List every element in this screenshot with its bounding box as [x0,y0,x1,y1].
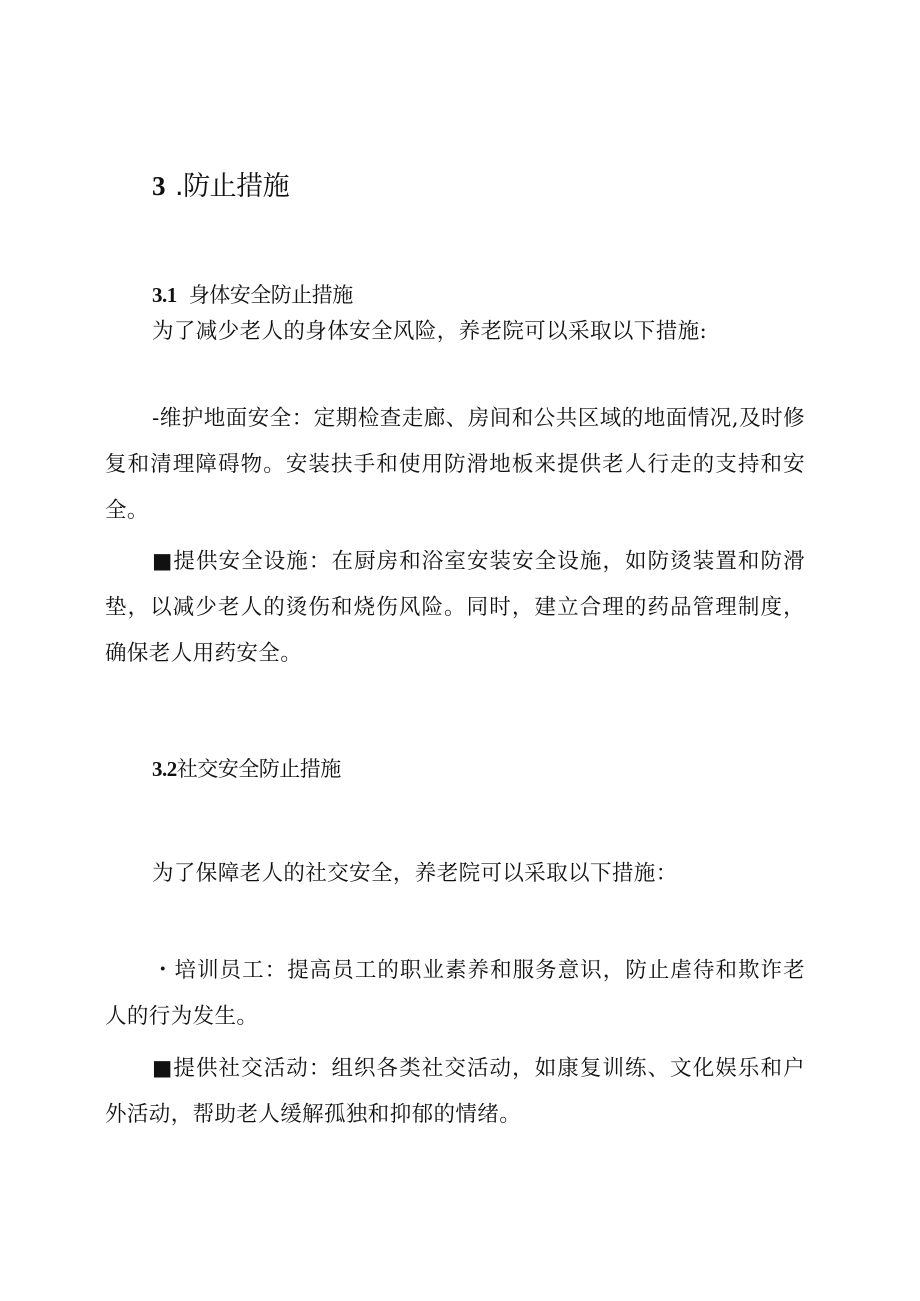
paragraph-social-activities: ■提供社交活动：组织各类社交活动，如康复训练、文化娱乐和户外活动，帮助老人缓解孤独和抑郁的情绪。 [105,1056,805,1127]
section-title: .防止措施 [175,171,290,202]
paragraph-staff-training: ・培训员工：提高员工的职业素养和服务意识，防止虐待和欺诈老人的行为发生。 [105,958,805,1029]
subsection-heading-3-2 [152,754,341,784]
section-number: 3 [152,171,165,201]
subsection-title: 身体安全防止措施 [188,283,353,307]
subsection-intro-3-1: 为了减少老人的身体安全风险，养老院可以采取以下措施: [152,319,708,344]
subsection-number: 3.1 [152,283,177,307]
section-heading [152,168,289,205]
subsection-heading-3-1 [152,280,353,310]
subsection-intro-3-2: 为了保障老人的社交安全，养老院可以采取以下措施： [152,861,678,886]
subsection-number: 3.2 [152,757,177,781]
paragraph-safety-facilities: ■提供安全设施：在厨房和浴室安装安全设施，如防烫装置和防滑垫，以减少老人的烫伤和烧伤风险。同时，建立合理的药品管理制度，确保老人用药安全。 [105,549,805,666]
subsection-title: 社交安全防止措施 [176,757,341,781]
paragraph-floor-safety: -维护地面安全：定期检查走廊、房间和公共区域的地面情况,及时修复和清理障碍物。安装扶手和使用防滑地板来提供老人行走的支持和安全。 [105,406,805,523]
